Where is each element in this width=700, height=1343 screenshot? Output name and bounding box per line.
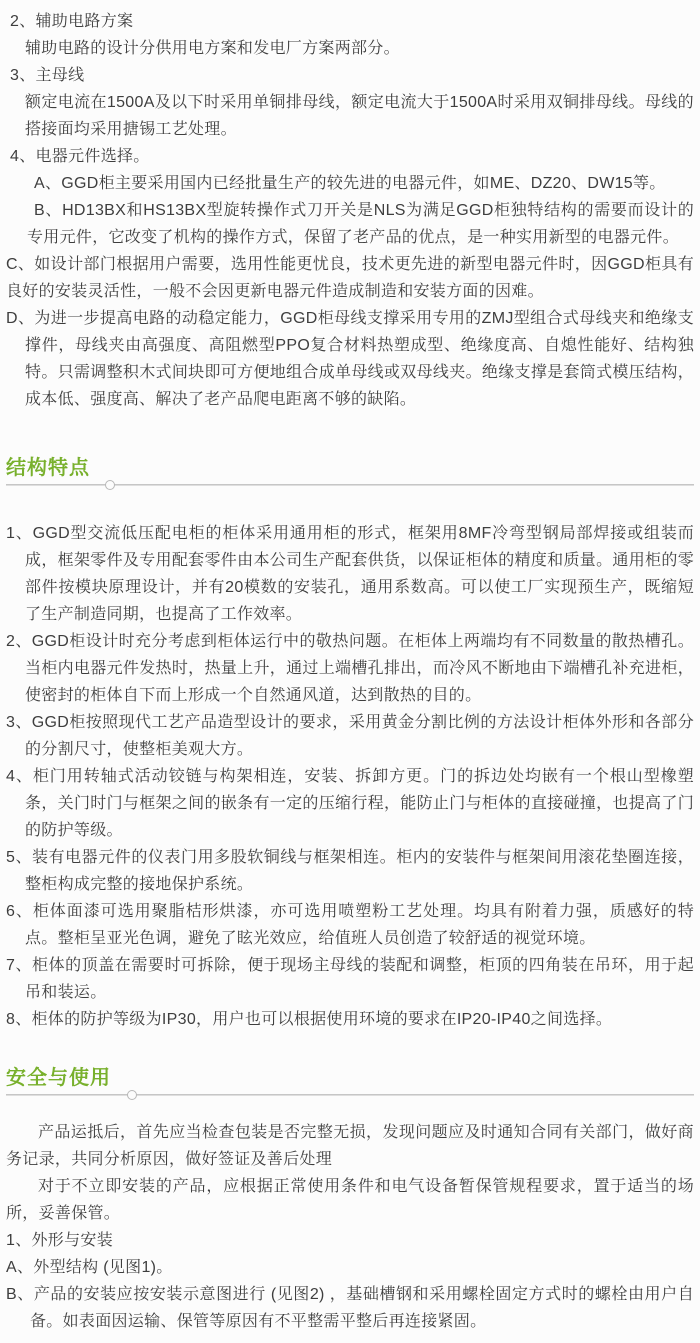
safety-paragraphs <box>6 1119 694 1335</box>
safety-paragraph: A、外型结构 (见图1)。 <box>6 1259 173 1276</box>
safety-paragraph: 产品运抵后，首先应当检查包装是否完整无损，发现问题应及时通知合同有关部门，做好商务记录，共同分析原因，做好签证及善后处理 <box>6 1124 694 1168</box>
intro-paragraph: A、GGD柜主要采用国内已经批量生产的较先进的电器元件，如ME、DZ20、DW15等。 <box>34 175 666 192</box>
intro-paragraph: 2、辅助电路方案 <box>10 13 134 30</box>
spacer <box>6 1096 694 1119</box>
spacer <box>6 486 694 520</box>
intro-paragraph: D、为进一步提高电路的动稳定能力，GGD柜母线支撑采用专用的ZMJ型组合式母线夹和绝缘支撑件，母线夹由高强度、高阻燃型PPO复合材料热塑成型、绝缘度高、自熄性能好、结构独特。只需调整积木式间块即可方便地组合成单母线或双母线夹。绝缘支撑是套筒式模压结构，成本低、强度高、解决了老产品爬电距离不够的缺陷。 <box>6 310 694 408</box>
structure-list <box>6 520 694 1033</box>
intro-paragraph: 3、主母线 <box>10 67 85 84</box>
section-divider <box>6 1094 694 1096</box>
intro-paragraph: B、HD13BX和HS13BX型旋转操作式刀开关是NLS为满足GGD柜独特结构的需要而设计的专用元件，它改变了机构的操作方式，保留了老产品的优点，是一种实用新型的电器元件。 <box>27 202 694 246</box>
divider-knob <box>127 1090 137 1100</box>
list-item: 3、GGD柜按照现代工艺产品造型设计的要求，采用黄金分割比例的方法设计柜体外形和各部分的分割尺寸，使整柜美观大方。 <box>6 714 694 758</box>
section-divider <box>6 484 694 486</box>
intro-paragraph: 额定电流在1500A及以下时采用单铜排母线，额定电流大于1500A时采用双铜排母线。母线的搭接面均采用搪锡工艺处理。 <box>25 94 694 138</box>
intro-paragraph: 4、电器元件选择。 <box>10 148 150 165</box>
intro-section <box>6 8 694 413</box>
structure-section <box>6 455 694 1033</box>
safety-paragraph: 1、外形与安装 <box>6 1232 113 1249</box>
safety-paragraph: 对于不立即安装的产品，应根据正常使用条件和电气设备暂保管规程要求，置于适当的场所，妥善保管。 <box>6 1178 694 1222</box>
section-title-structure: 结构特点 <box>6 457 90 479</box>
section-title-safety: 安全与使用 <box>6 1067 111 1089</box>
list-item: 6、柜体面漆可选用聚脂桔形烘漆，亦可选用喷塑粉工艺处理。均具有附着力强，质感好的特点。整柜呈亚光色调，避免了眩光效应，给值班人员创造了较舒适的视觉环境。 <box>6 903 694 947</box>
divider-knob <box>105 480 115 490</box>
safety-section <box>6 1065 694 1335</box>
safety-paragraph: B、产品的安装应按安装示意图进行 (见图2) ，基础槽钢和采用螺栓固定方式时的螺栓由用户自备。如表面因运输、保管等原因有不平整需平整后再连接紧固。 <box>6 1286 694 1330</box>
list-item: 5、装有电器元件的仪表门用多股软铜线与框架相连。柜内的安装件与框架间用滚花垫圈连接，整柜构成完整的接地保护系统。 <box>6 849 694 893</box>
intro-paragraph: C、如设计部门根据用户需要，选用性能更忧良，技术更先进的新型电器元件时，因GGD柜具有良好的安装灵活性，一般不会因更新电器元件造成制造和安装方面的因难。 <box>6 256 694 300</box>
list-item: 8、柜体的防护等级为IP30，用户也可以根据使用环境的要求在IP20-IP40之间选择。 <box>6 1011 613 1028</box>
list-item: 4、柜门用转轴式活动铰链与构架相连，安装、拆卸方更。门的拆边处均嵌有一个根山型橡塑条，关门时门与框架之间的嵌条有一定的压缩行程，能防止门与柜体的直接碰撞，也提高了门的防护等级。 <box>6 768 694 839</box>
intro-paragraph: 辅助电路的设计分供用电方案和发电厂方案两部分。 <box>25 40 400 57</box>
list-item: 7、柜体的顶盖在需要时可拆除，便于现场主母线的装配和调整，柜顶的四角装在吊环，用于起吊和装运。 <box>6 957 694 1001</box>
list-item: 1、GGD型交流低压配电柜的柜体采用通用柜的形式，框架用8MF冷弯型钢局部焊接或组装而成，框架零件及专用配套零件由本公司生产配套供货，以保证柜体的精度和质量。通用柜的零部件按模块原理设计，并有20模数的安装孔，通用系数高。可以使工厂实现预生产，既缩短了生产制造同期，也提高了工作效率。 <box>6 525 694 623</box>
list-item: 2、GGD柜设计时充分考虑到柜体运行中的敬热问题。在柜体上两端均有不同数量的散热槽孔。当柜内电器元件发热时，热量上升，通过上端槽孔排出，而冷风不断地由下端槽孔补充进柜，使密封的柜体自下而上形成一个自然通风道，达到散热的目的。 <box>6 633 694 704</box>
